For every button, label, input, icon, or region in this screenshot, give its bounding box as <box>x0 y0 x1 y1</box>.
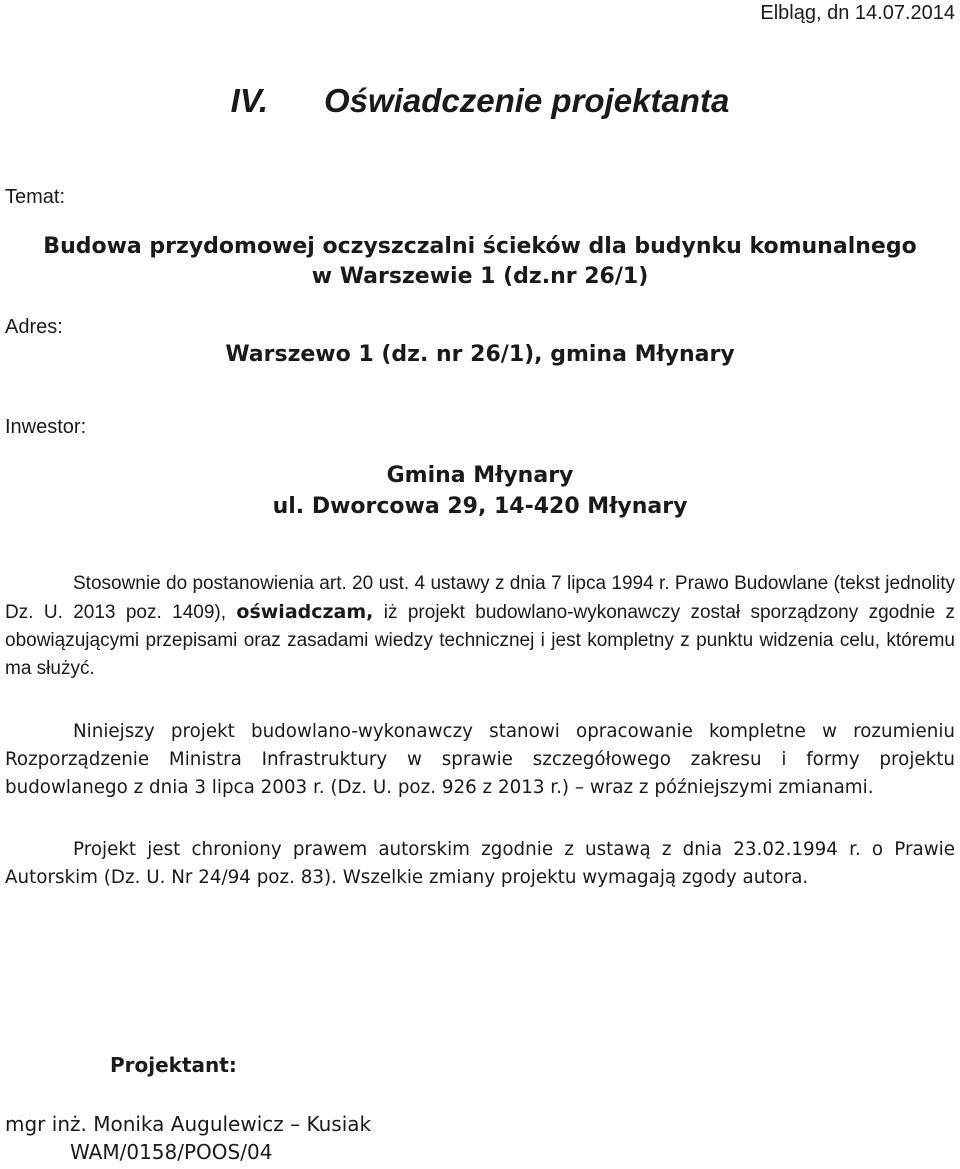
adres-label: Adres: <box>5 316 63 338</box>
statement-text-1: Stosownie do postanowienia art. 20 ust. 4 ustawy z dnia 7 lipca 1994 r. Prawo Budowlane (tekst jednolity Dz. U. 2013 poz. 1409), <box>5 573 955 623</box>
adres-value: Warszewo 1 (dz. nr 26/1), gmina Młynary <box>225 342 735 367</box>
statement-text-2: iż projekt budowlano-wykonawczy został sporządzony zgodnie z obowiązującymi przepisami oraz zasadami wiedzy technicznej i jest kompletny z punktu widzenia celu, któremu ma służyć. <box>5 602 956 679</box>
signature-heading: Projektant: <box>110 1053 237 1077</box>
paragraph-scope-text: Niniejszy projekt budowlano-wykonawczy stanowi opracowanie kompletne w rozumieniu Rozporządzenie Ministra Infrastruktury w sprawie szczegółowego zakresu i formy projektu budowlanego z dnia 3 lipca 2003 r. (Dz. U. poz. 926 z 2013 r.) – wraz z późniejszymi zmianami. <box>5 721 955 798</box>
title-text: Oświadczenie projektanta <box>324 82 730 119</box>
inwestor-name: Gmina Młynary <box>386 463 574 488</box>
statement-bold: oświadczam, <box>236 601 374 623</box>
paragraph-copyright-text: Projekt jest chroniony prawem autorskim zgodnie z ustawą z dnia 23.02.1994 r. o Prawie Autorskim (Dz. U. Nr 24/94 poz. 83). Wszelkie zmiany projektu wymagają zgody autora. <box>5 839 955 888</box>
section-number: IV. <box>230 82 268 119</box>
paragraph-copyright <box>5 836 955 892</box>
temat-line-2: w Warszewie 1 (dz.nr 26/1) <box>311 264 649 289</box>
place-date: Elbląg, dn 14.07.2014 <box>760 2 955 24</box>
page-title <box>0 82 960 120</box>
temat-line-1: Budowa przydomowej oczyszczalni ścieków dla budynku komunalnego <box>43 234 917 259</box>
signature-license: WAM/0158/POOS/04 <box>70 1140 273 1164</box>
statement-paragraph <box>5 570 955 683</box>
inwestor-address: ul. Dworcowa 29, 14-420 Młynary <box>272 494 688 519</box>
paragraph-scope <box>5 718 955 802</box>
temat-label: Temat: <box>5 186 66 208</box>
inwestor-label: Inwestor: <box>5 416 87 438</box>
signature-name: mgr inż. Monika Augulewicz – Kusiak <box>5 1112 372 1136</box>
